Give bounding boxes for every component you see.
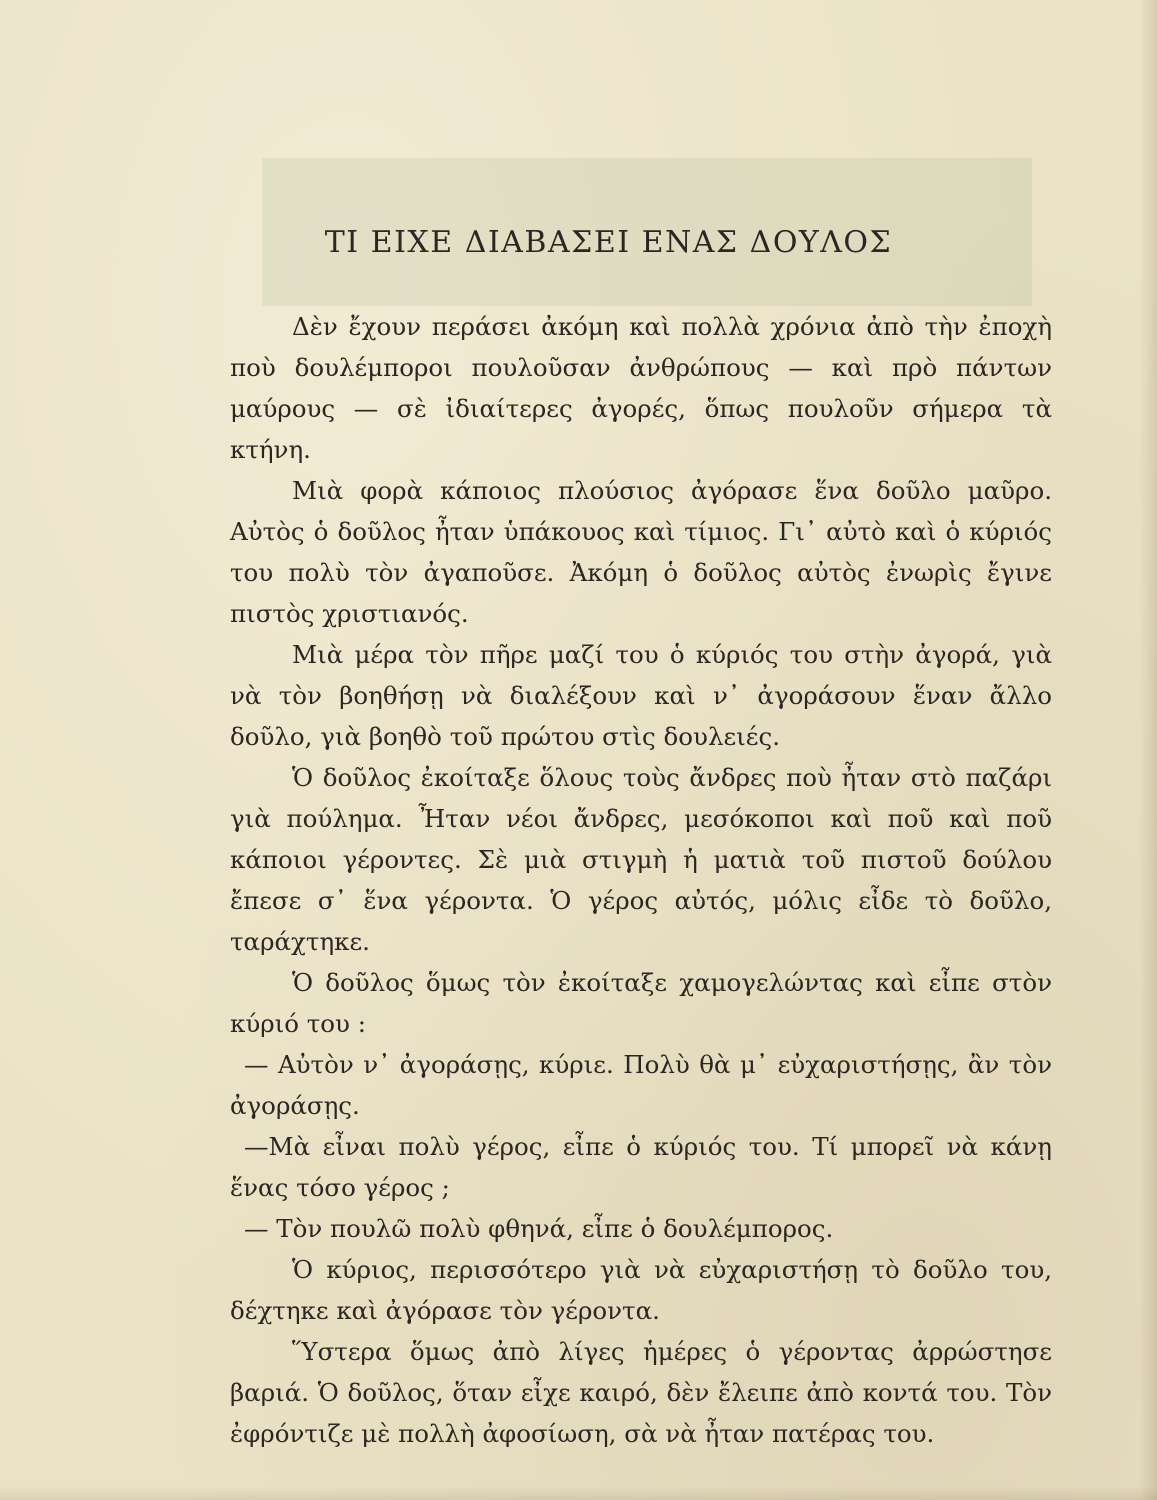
chapter-title-text: ΤΙ ΕΙΧΕ ΔΙΑΒΑΣΕΙ ΕΝΑΣ ΔΟΥΛΟΣ [324, 225, 893, 260]
paragraph: Ὕστερα ὅμως ἀπὸ λίγες ἡμέρες ὁ γέροντας ἀρρώστησε βαριά. Ὁ δοῦλος, ὅταν εἶχε καιρό, δὲν ἔλειπε ἀπὸ κοντά του. Τὸν ἐφρόντιζε μὲ πολλὴ ἀφοσίωση, σὰ νὰ ἦταν πατέρας του. [230, 1337, 1052, 1448]
page-edge-shadow-bottom [0, 1486, 1157, 1500]
paragraph: Ὁ κύριος, περισσότερο γιὰ νὰ εὐχαριστήσῃ τὸ δοῦλο του, δέχτηκε καὶ ἀγόρασε τὸν γέροντα. [230, 1255, 1052, 1325]
chapter-title [0, 225, 1157, 260]
dialogue-line: — Αὐτὸν ν᾿ ἀγοράσῃς, κύριε. Πολὺ θὰ μ᾿ εὐχαριστήσῃς, ἂν τὸν ἀγοράσῃς. [230, 1050, 1052, 1120]
paragraph: Ὁ δοῦλος ὅμως τὸν ἐκοίταξε χαμογελώντας καὶ εἶπε στὸν κύριό του : [230, 968, 1052, 1038]
story-text [230, 306, 1052, 1454]
paragraph: Μιὰ μέρα τὸν πῆρε μαζί του ὁ κύριός του στὴν ἀγορά, γιὰ νὰ τὸν βοηθήσῃ νὰ διαλέξουν καὶ ν᾿ ἀγοράσουν ἕναν ἄλλο δοῦλο, γιὰ βοηθὸ τοῦ πρώτου στὶς δουλειές. [230, 640, 1052, 751]
paragraph: Μιὰ φορὰ κάποιος πλούσιος ἀγόρασε ἕνα δοῦλο μαῦρο. Αὐτὸς ὁ δοῦλος ἦταν ὑπάκουος καὶ τίμιος. Γι᾿ αὐτὸ καὶ ὁ κύριός του πολὺ τὸν ἀγαποῦσε. Ἀκόμη ὁ δοῦλος αὐτὸς ἐνωρὶς ἔγινε πιστὸς χριστιανός. [230, 476, 1052, 628]
dialogue-line: —Μὰ εἶναι πολὺ γέρος, εἶπε ὁ κύριός του. Τί μπορεῖ νὰ κάνῃ ἕνας τόσο γέρος ; [230, 1132, 1052, 1202]
paragraph: Ὁ δοῦλος ἐκοίταξε ὅλους τοὺς ἄνδρες ποὺ ἦταν στὸ παζάρι γιὰ πούλημα. Ἦταν νέοι ἄνδρες, μεσόκοποι καὶ ποῦ καὶ ποῦ κάποιοι γέροντες. Σὲ μιὰ στιγμὴ ἡ ματιὰ τοῦ πιστοῦ δούλου ἔπεσε σ᾿ ἕνα γέροντα. Ὁ γέρος αὐτός, μόλις εἶδε τὸ δοῦλο, ταράχτηκε. [230, 763, 1052, 956]
dialogue-line: — Τὸν πουλῶ πολὺ φθηνά, εἶπε ὁ δουλέμπορος. [244, 1214, 834, 1243]
paragraph: Δὲν ἔχουν περάσει ἀκόμη καὶ πολλὰ χρόνια ἀπὸ τὴν ἐποχὴ ποὺ δουλέμποροι πουλοῦσαν ἀνθρώπους — καὶ πρὸ πάντων μαύρους — σὲ ἰδιαίτερες ἀγορές, ὅπως πουλοῦν σήμερα τὰ κτήνη. [230, 312, 1052, 464]
